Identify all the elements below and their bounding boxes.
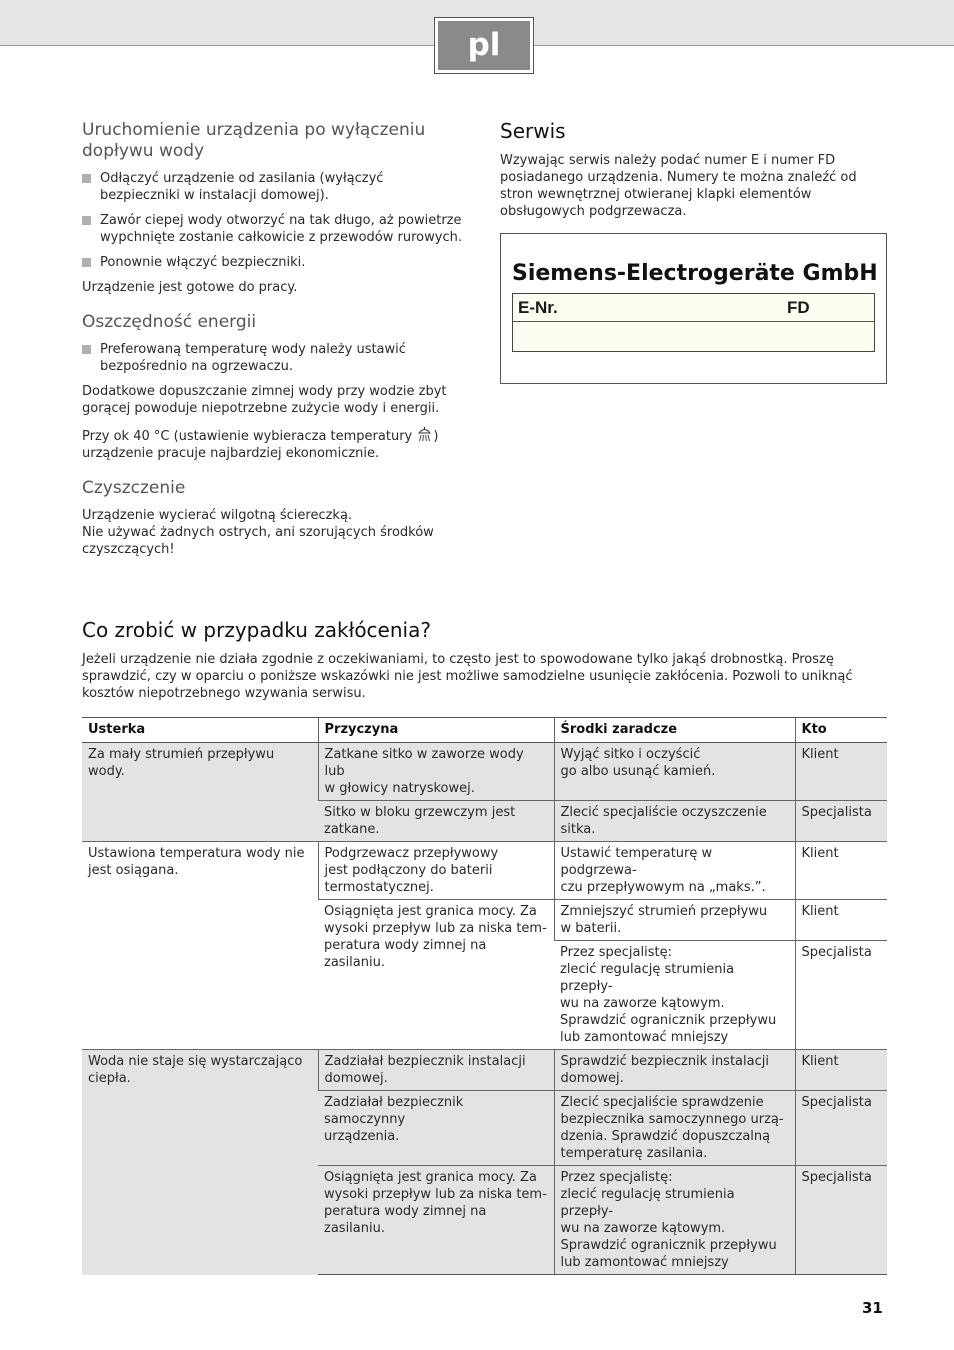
who-cell: Specjalista	[795, 1166, 887, 1275]
table-row	[82, 1050, 887, 1091]
remedy-cell: Zlecić specjaliście oczyszczenie sitka.	[554, 801, 795, 842]
bullet-item	[82, 170, 462, 204]
section-title-restart: Uruchomienie urządzenia po wyłączeniu dopływu wody	[82, 120, 426, 161]
troubleshooting-table	[82, 717, 887, 1275]
cause-cell: Osiągnięta jest granica mocy. Za wysoki przepływ lub za niska tem- peratura wody zimnej na zasilaniu.	[318, 900, 554, 1050]
header-remedy: Środki zaradcze	[554, 718, 795, 743]
header-cause: Przyczyna	[318, 718, 554, 743]
cause-cell: Podgrzewacz przepływowy jest podłączony do baterii termostatycznej.	[318, 842, 554, 900]
troubleshooting-intro: Jeżeli urządzenie nie działa zgodnie z oczekiwaniami, to często jest to spowodowane tylko jakąś drobnostką. Proszę sprawdzić, czy w oparciu o poniższe wskazówki nie jest możliwe samodzielne usunięcie zakłócenia. Pozwoli to uniknąć kosztów niepotrzebnego wzywania serwisu.	[82, 652, 853, 701]
fault-cell: Woda nie staje się wystarczająco ciepła.	[82, 1050, 318, 1275]
bullet-text: Ponownie włączyć bezpieczniki.	[100, 255, 306, 270]
remedy-cell: Sprawdzić bezpiecznik instalacji domowej.	[554, 1050, 795, 1091]
section-title-cleaning: Czyszczenie	[82, 478, 186, 498]
who-cell: Specjalista	[795, 1091, 887, 1166]
bullet-item	[82, 254, 462, 271]
plate-fd-label: FD	[787, 298, 810, 317]
bullet-square-icon	[82, 216, 91, 225]
table-row	[82, 842, 887, 900]
bullet-item	[82, 212, 462, 246]
right-column	[500, 118, 888, 384]
remedy-cell: Ustawić temperaturę w podgrzewa- czu przepływowym na „maks.”.	[554, 842, 795, 900]
paragraph-cold-water: Dodatkowe dopuszczanie zimnej wody przy wodzie zbyt gorącej powoduje niepotrzebne zużycie wody i energii.	[82, 384, 447, 416]
cause-cell: Zadziałał bezpiecznik instalacji domowej.	[318, 1050, 554, 1091]
bullet-text: Preferowaną temperaturę wody należy ustawić bezpośrednio na ogrzewaczu.	[100, 342, 406, 374]
bullet-item	[82, 341, 462, 375]
cause-cell: Osiągnięta jest granica mocy. Za wysoki przepływ lub za niska tem- peratura wody zimnej na zasilaniu.	[318, 1166, 554, 1275]
economy-text-after: ) urządzenie pracuje najbardziej ekonomicznie.	[82, 429, 439, 461]
cause-cell: Sitko w bloku grzewczym jest zatkane.	[318, 801, 554, 842]
who-cell: Specjalista	[795, 801, 887, 842]
troubleshooting-section	[82, 617, 887, 702]
plate-enr-label: E-Nr.	[518, 298, 558, 317]
cause-cell: Zatkane sitko w zaworze wody lub w głowicy natryskowej.	[318, 743, 554, 801]
paragraph-ready: Urządzenie jest gotowe do pracy.	[82, 280, 298, 295]
bullet-square-icon	[82, 258, 91, 267]
economy-text-before: Przy ok 40 °C (ustawienie wybieracza temperatury	[82, 429, 417, 444]
remedy-cell: Wyjąć sitko i oczyścić go albo usunąć kamień.	[554, 743, 795, 801]
section-title-service: Serwis	[500, 119, 566, 143]
bullet-square-icon	[82, 345, 91, 354]
who-cell: Specjalista	[795, 941, 887, 1050]
bullet-text: Zawór ciepej wody otworzyć na tak długo, aż powietrze wypchnięte zostanie całkowicie z przewodów rurowych.	[100, 213, 462, 245]
header-who: Kto	[795, 718, 887, 743]
who-cell: Klient	[795, 900, 887, 941]
shower-icon	[416, 426, 433, 443]
table-header-row	[82, 718, 887, 743]
remedy-cell: Przez specjalistę: zlecić regulację strumienia przepły- wu na zaworze kątowym. Sprawdzić ogranicznik przepływu lub zamontować mniejszy	[554, 1166, 795, 1275]
fault-cell: Za mały strumień przepływu wody.	[82, 743, 318, 842]
paragraph-cleaning: Urządzenie wycierać wilgotną ściereczką. Nie używać żadnych ostrych, ani szorujących środków czyszczących!	[82, 508, 434, 557]
bullet-square-icon	[82, 174, 91, 183]
cause-cell: Zadziałał bezpiecznik samoczynny urządzenia.	[318, 1091, 554, 1166]
paragraph-service: Wzywając serwis należy podać numer E i numer FD posiadanego urządzenia. Numery te można znaleźć od stron wewnętrznej otwieranej klapki elementów obsługowych podgrzewacza.	[500, 153, 857, 219]
page-number: 31	[862, 1299, 883, 1317]
who-cell: Klient	[795, 842, 887, 900]
remedy-cell: Przez specjalistę: zlecić regulację strumienia przepły- wu na zaworze kątowym. Sprawdzić ogranicznik przepływu lub zamontować mniejszy	[554, 941, 795, 1050]
left-column	[82, 120, 462, 567]
table-row	[82, 743, 887, 801]
who-cell: Klient	[795, 1050, 887, 1091]
language-badge	[434, 17, 534, 74]
bullet-text: Odłączyć urządzenie od zasilania (wyłączyć bezpieczniki w instalacji domowej).	[100, 171, 384, 203]
who-cell: Klient	[795, 743, 887, 801]
header-fault: Usterka	[82, 718, 318, 743]
plate-number-box	[512, 293, 875, 352]
plate-company: Siemens-Electrogeräte GmbH	[512, 261, 878, 286]
fault-cell: Ustawiona temperatura wody nie jest osiągana.	[82, 842, 318, 1050]
paragraph-economy	[82, 426, 462, 462]
rating-plate	[500, 233, 887, 384]
remedy-cell: Zmniejszyć strumień przepływu w baterii.	[554, 900, 795, 941]
plate-label-row	[513, 294, 874, 322]
troubleshooting-title: Co zrobić w przypadku zakłócenia?	[82, 618, 431, 642]
language-code: pl	[438, 21, 530, 70]
remedy-cell: Zlecić specjaliście sprawdzenie bezpiecznika samoczynnego urzą- dzenia. Sprawdzić dopuszczalną temperaturę zasilania.	[554, 1091, 795, 1166]
section-title-energy: Oszczędność energii	[82, 312, 257, 332]
